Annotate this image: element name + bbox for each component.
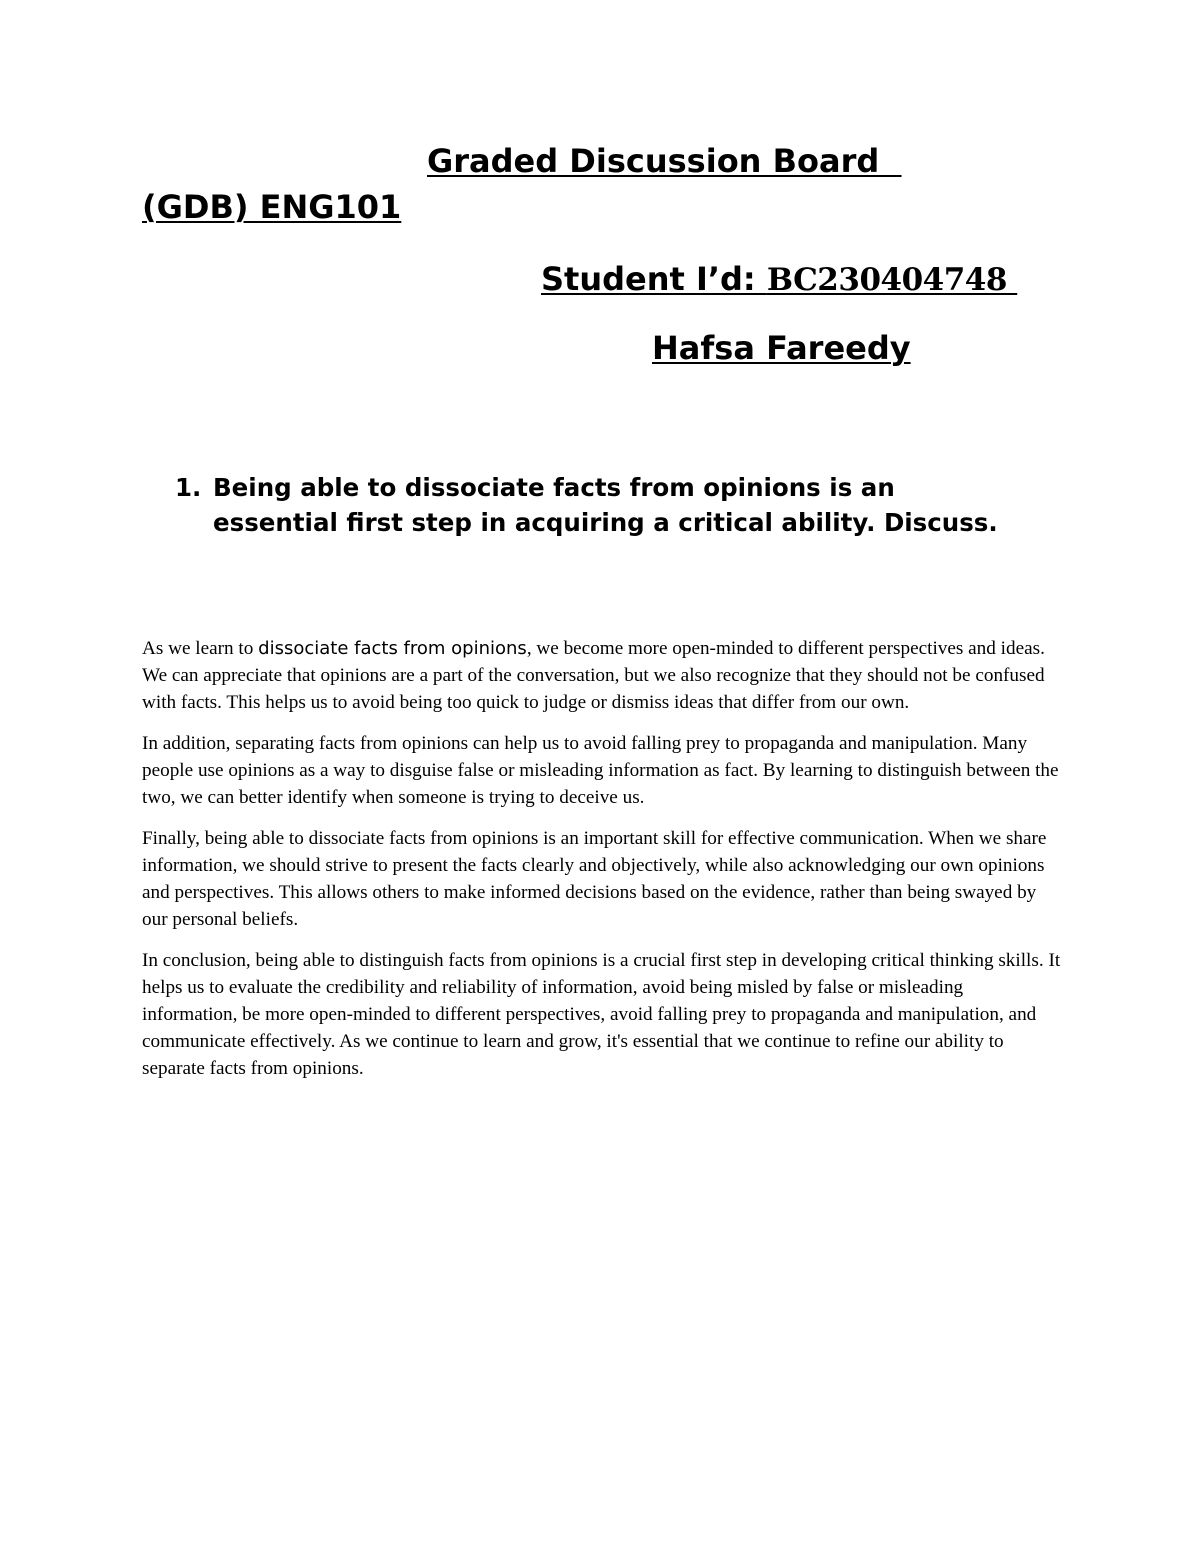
title-line-2: (GDB) ENG101 — [142, 188, 402, 226]
question-item — [175, 470, 1025, 540]
answer-body — [142, 635, 1062, 1096]
student-id-line — [541, 254, 1017, 305]
answer-paragraph-4: In conclusion, being able to distinguish facts from opinions is a crucial first step in developing critical thinking skills. It helps us to evaluate the credibility and reliability of information, avoid being misled by false or misleading information, be more open-minded to different perspectives, avoid falling prey to propaganda and manipulation, and communicate effectively. As we continue to learn and grow, it's essential that we continue to refine our ability to separate facts from opinions. — [142, 950, 1061, 1079]
student-name: Hafsa Fareedy — [652, 329, 911, 367]
paragraph-1-rest: , we become more open-minded to different perspectives and ideas. We can appreciate that opinions are a part of the conversation, but we also recognize that they should not be confused with facts. This helps us to avoid being too quick to judge or dismiss ideas that differ from our own. — [142, 638, 1045, 713]
student-id-value: BC230404748 — [766, 262, 1018, 298]
student-id-label: Student I’d: — [541, 260, 767, 298]
question-number: 1. — [175, 473, 202, 502]
document-title — [142, 138, 1042, 230]
paragraph-1-emphasis: dissociate facts from opinions — [258, 638, 527, 659]
answer-paragraph-3: Finally, being able to dissociate facts from opinions is an important skill for effective communication. When we share information, we should strive to present the facts clearly and objectively, while also acknowledging our own opinions and perspectives. This allows others to make informed decisions based on the evidence, rather than being swayed by our personal beliefs. — [142, 828, 1047, 930]
title-line-1: Graded Discussion Board — [427, 142, 902, 180]
answer-paragraph-1 — [142, 635, 1062, 716]
answer-paragraph-2: In addition, separating facts from opinions can help us to avoid falling prey to propaganda and manipulation. Many people use opinions as a way to disguise false or misleading information as fact. By learning to distinguish between the two, we can better identify when someone is trying to deceive us. — [142, 733, 1059, 808]
paragraph-1-lead: As we learn to — [142, 638, 259, 659]
question-text: Being able to dissociate facts from opinions is an essential first step in acquiring a critical ability. Discuss. — [213, 473, 998, 537]
